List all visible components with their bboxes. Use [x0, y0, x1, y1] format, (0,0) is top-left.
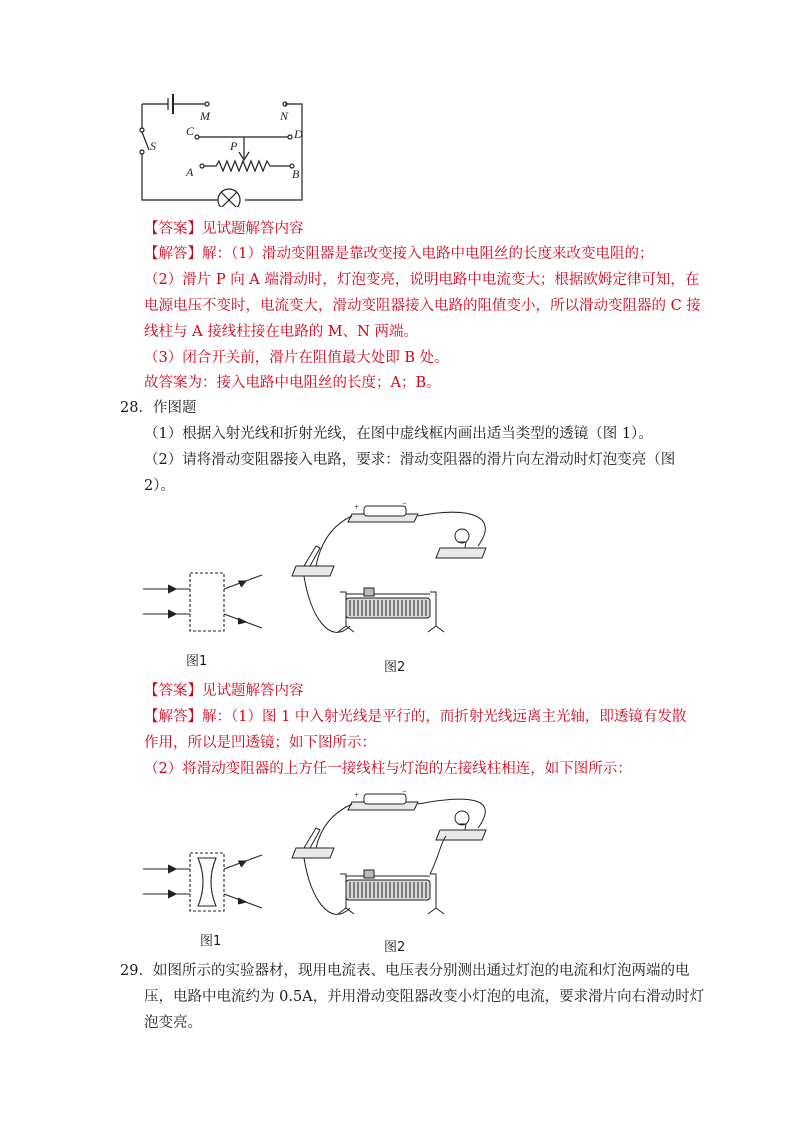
q27-solution-line-6: 故答案为：接入电路中电阻丝的长度；A；B。: [144, 375, 441, 391]
q28-answer-line: 【答案】见试题解答内容: [144, 683, 304, 699]
q28-fig2-caption: 图2: [384, 660, 406, 675]
q28-title: 28．作图题: [120, 400, 197, 416]
q29-line-2: 压，电路中电流约为 0.5A，并用滑动变阻器改变小灯泡的电流，要求滑片向右滑动时灯: [144, 989, 705, 1005]
q28-part-2-line-2: 2）。: [144, 478, 175, 494]
q27-solution-line-4: 线柱与 A 接线柱接在电路的 M、N 两端。: [144, 324, 418, 340]
label-a: A: [186, 165, 194, 179]
svg-text:+: +: [354, 502, 360, 512]
q29-line-1: 29．如图所示的实验器材，现用电流表、电压表分别测出通过灯泡的电流和灯泡两端的电: [120, 963, 690, 979]
apparatus-figure-question: [290, 496, 510, 656]
q28-answer-fig1-caption: 图1: [200, 934, 222, 949]
lens-figure-answer: [138, 840, 268, 920]
q28-answer-fig2-caption: 图2: [384, 940, 406, 955]
q28-part-1: （1）根据入射光线和折射光线，在图中虚线框内画出适当类型的透镜（图 1）。: [144, 426, 653, 442]
q28-solution-line-3: （2）将滑动变阻器的上方任一接线柱与灯泡的左接线柱相连，如下图所示：: [144, 761, 632, 777]
svg-text:−: −: [402, 498, 408, 508]
q28-fig1-caption: 图1: [186, 654, 208, 669]
label-d: D: [294, 127, 303, 141]
q28-solution-line-2: 作用，所以是凹透镜；如下图所示：: [144, 735, 376, 751]
q27-solution-line-5: （3）闭合开关前，滑片在阻值最大处即 B 处。: [144, 350, 449, 366]
q28-part-2-line-1: （2）请将滑动变阻器接入电路，要求：滑动变阻器的滑片向左滑动时灯泡变亮（图: [144, 452, 676, 468]
label-c: C: [186, 124, 195, 138]
svg-text:+: +: [354, 790, 360, 800]
q27-answer-line: 【答案】见试题解答内容: [144, 221, 304, 237]
apparatus-figure-answer: [290, 784, 510, 939]
q29-line-3: 泡变亮。: [144, 1015, 202, 1031]
svg-text:−: −: [402, 786, 408, 796]
q27-solution-line-2: （2）滑片 P 向 A 端滑动时，灯泡变亮，说明电路中电流变大；根据欧姆定律可知，在: [144, 272, 700, 288]
circuit-diagram-rheostat: [130, 92, 320, 207]
label-b: B: [292, 167, 300, 181]
label-s: S: [150, 139, 156, 153]
label-m: M: [200, 109, 210, 123]
q27-solution-line-1: 【解答】解：（1）滑动变阻器是靠改变接入电路中电阻丝的长度来改变电阻的；: [144, 246, 654, 262]
q28-solution-line-1: 【解答】解：（1）图 1 中入射光线是平行的，而折射光线远离主光轴，即透镜有发散: [144, 709, 687, 725]
label-p: P: [230, 139, 238, 153]
lens-figure-question: [138, 560, 268, 640]
label-n: N: [280, 109, 289, 123]
q27-solution-line-3: 电源电压不变时，电流变大，滑动变阻器接入电路的阻值变小，所以滑动变阻器的 C 接: [144, 298, 701, 314]
